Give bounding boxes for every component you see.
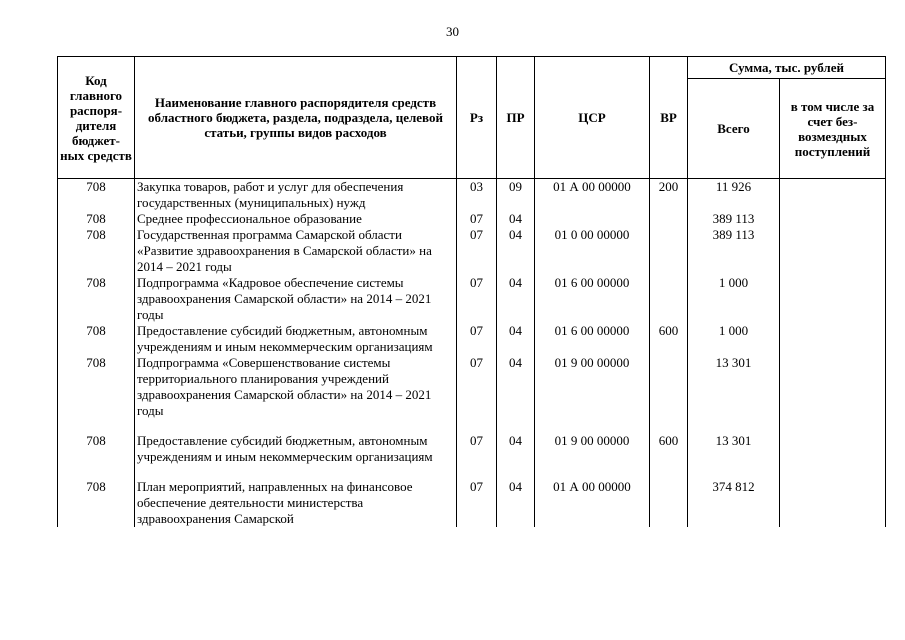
- cell-code: 708: [58, 479, 135, 527]
- cell-pr: 09: [497, 179, 535, 212]
- cell-code: 708: [58, 227, 135, 275]
- page-number: 30: [446, 24, 459, 39]
- budget-table: [57, 56, 886, 527]
- cell-vr: 200: [650, 179, 688, 212]
- spacer-cell: [135, 465, 457, 479]
- cell-vr: [650, 275, 688, 323]
- cell-name: Предоставление субсидий бюджетным, автономным учреждениям и иным некоммерческим организациям: [135, 433, 457, 465]
- table-header: [58, 57, 886, 179]
- cell-csr: 01 9 00 00000: [535, 355, 650, 419]
- cell-code: 708: [58, 275, 135, 323]
- cell-code: 708: [58, 179, 135, 212]
- table-body: [58, 179, 886, 528]
- header-csr: ЦСР: [535, 57, 650, 179]
- cell-free: [780, 433, 886, 465]
- spacer-cell: [650, 465, 688, 479]
- cell-vr: [650, 211, 688, 227]
- cell-vr: [650, 479, 688, 527]
- cell-free: [780, 211, 886, 227]
- cell-csr: 01 6 00 00000: [535, 323, 650, 355]
- cell-pr: 04: [497, 275, 535, 323]
- cell-code: 708: [58, 323, 135, 355]
- cell-name: План мероприятий, направленных на финансовое обеспечение деятельности министерства здравоохранения Самарской: [135, 479, 457, 527]
- header-name: Наименование главного распорядителя средств областного бюджета, раздела, подраздела, целевой статьи, группы видов расходов: [135, 57, 457, 179]
- table-row: [58, 227, 886, 275]
- spacer-cell: [780, 465, 886, 479]
- cell-csr: 01 0 00 00000: [535, 227, 650, 275]
- header-rz: Рз: [457, 57, 497, 179]
- cell-csr: [535, 211, 650, 227]
- cell-rz: 07: [457, 479, 497, 527]
- spacer-cell: [135, 419, 457, 433]
- table-row: [58, 355, 886, 419]
- spacer-cell: [497, 419, 535, 433]
- cell-total: 389 113: [688, 227, 780, 275]
- cell-pr: 04: [497, 211, 535, 227]
- cell-rz: 07: [457, 227, 497, 275]
- cell-rz: 07: [457, 433, 497, 465]
- table-row: [58, 179, 886, 212]
- cell-free: [780, 275, 886, 323]
- cell-csr: 01 9 00 00000: [535, 433, 650, 465]
- spacer-row: [58, 419, 886, 433]
- cell-name: Закупка товаров, работ и услуг для обеспечения государственных (муниципальных) нужд: [135, 179, 457, 212]
- spacer-cell: [780, 419, 886, 433]
- header-total: Всего: [688, 79, 780, 179]
- cell-name: Предоставление субсидий бюджетным, автономным учреждениям и иным некоммерческим организациям: [135, 323, 457, 355]
- cell-name: Государственная программа Самарской области «Развитие здравоохранения в Самарской области» на 2014 – 2021 годы: [135, 227, 457, 275]
- cell-total: 389 113: [688, 211, 780, 227]
- cell-csr: 01 6 00 00000: [535, 275, 650, 323]
- header-pr: ПР: [497, 57, 535, 179]
- cell-vr: [650, 227, 688, 275]
- cell-code: 708: [58, 211, 135, 227]
- cell-pr: 04: [497, 355, 535, 419]
- cell-total: 13 301: [688, 433, 780, 465]
- cell-free: [780, 479, 886, 527]
- cell-rz: 03: [457, 179, 497, 212]
- header-code: Код главного распоря-дителя бюджет-ных средств: [58, 57, 135, 179]
- cell-pr: 04: [497, 479, 535, 527]
- cell-free: [780, 227, 886, 275]
- table-row: [58, 433, 886, 465]
- cell-csr: 01 А 00 00000: [535, 179, 650, 212]
- cell-vr: 600: [650, 323, 688, 355]
- cell-rz: 07: [457, 275, 497, 323]
- table-row: [58, 323, 886, 355]
- cell-total: 1 000: [688, 275, 780, 323]
- cell-code: 708: [58, 355, 135, 419]
- table-row: [58, 479, 886, 527]
- cell-pr: 04: [497, 227, 535, 275]
- header-vr: ВР: [650, 57, 688, 179]
- cell-name: Подпрограмма «Совершенствование системы территориального планирования учреждений здравоохранения Самарской области» на 2014 – 2021 годы: [135, 355, 457, 419]
- cell-csr: 01 А 00 00000: [535, 479, 650, 527]
- spacer-cell: [58, 465, 135, 479]
- spacer-cell: [497, 465, 535, 479]
- cell-rz: 07: [457, 211, 497, 227]
- cell-total: 13 301: [688, 355, 780, 419]
- table-row: [58, 211, 886, 227]
- spacer-cell: [58, 419, 135, 433]
- cell-vr: 600: [650, 433, 688, 465]
- spacer-cell: [535, 465, 650, 479]
- spacer-row: [58, 465, 886, 479]
- header-sum: Сумма, тыс. рублей: [688, 57, 886, 79]
- cell-pr: 04: [497, 323, 535, 355]
- cell-vr: [650, 355, 688, 419]
- spacer-cell: [688, 465, 780, 479]
- cell-rz: 07: [457, 355, 497, 419]
- header-free: в том числе за счет без-возмездных поступлений: [780, 79, 886, 179]
- cell-code: 708: [58, 433, 135, 465]
- cell-total: 1 000: [688, 323, 780, 355]
- spacer-cell: [650, 419, 688, 433]
- cell-total: 11 926: [688, 179, 780, 212]
- cell-name: Подпрограмма «Кадровое обеспечение системы здравоохранения Самарской области» на 2014 – 2021 годы: [135, 275, 457, 323]
- table-row: [58, 275, 886, 323]
- cell-total: 374 812: [688, 479, 780, 527]
- spacer-cell: [457, 465, 497, 479]
- cell-free: [780, 179, 886, 212]
- spacer-cell: [457, 419, 497, 433]
- spacer-cell: [688, 419, 780, 433]
- cell-name: Среднее профессиональное образование: [135, 211, 457, 227]
- cell-free: [780, 355, 886, 419]
- cell-pr: 04: [497, 433, 535, 465]
- spacer-cell: [535, 419, 650, 433]
- cell-free: [780, 323, 886, 355]
- cell-rz: 07: [457, 323, 497, 355]
